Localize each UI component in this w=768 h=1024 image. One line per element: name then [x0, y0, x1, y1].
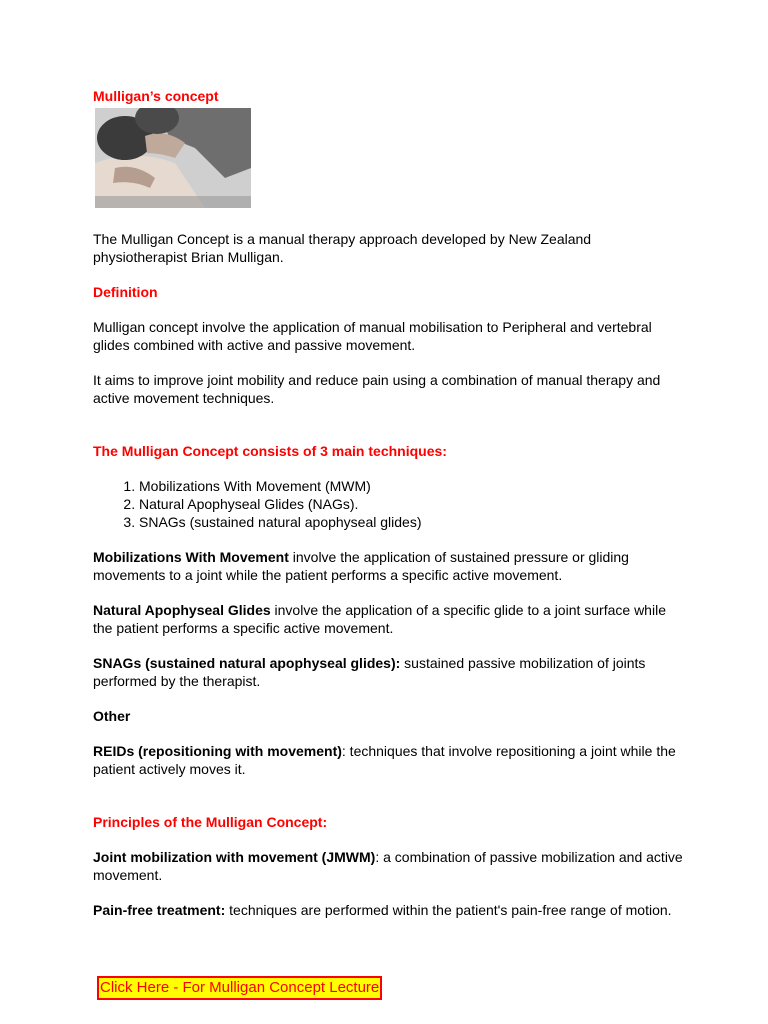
other-heading: Other	[93, 708, 131, 724]
snag-paragraph	[93, 654, 683, 690]
list-item: 3. SNAGs (sustained natural apophyseal glides)	[139, 513, 683, 531]
painfree-term: Pain-free treatment:	[93, 902, 226, 918]
reid-paragraph	[93, 742, 683, 778]
definition-paragraph-2: It aims to improve joint mobility and reduce pain using a combination of manual therapy and active movement techniques.	[93, 372, 661, 406]
jmwm-paragraph	[93, 848, 683, 884]
painfree-paragraph	[93, 901, 683, 919]
intro-paragraph: The Mulligan Concept is a manual therapy approach developed by New Zealand physiotherapist Brian Mulligan.	[93, 231, 592, 265]
list-item: 1. Mobilizations With Movement (MWM)	[139, 477, 683, 495]
nag-paragraph	[93, 601, 683, 637]
document-body	[93, 87, 683, 919]
techniques-heading: The Mulligan Concept consists of 3 main techniques:	[93, 443, 447, 459]
painfree-description: techniques are performed within the patient's pain-free range of motion.	[225, 902, 672, 918]
therapy-photo-illustration	[95, 108, 251, 208]
snag-description: sustained passive mobilization of joints performed by the therapist.	[93, 655, 646, 689]
jmwm-term: Joint mobilization with movement (JMWM)	[93, 849, 376, 865]
definition-heading: Definition	[93, 284, 158, 300]
list-item: 2. Natural Apophyseal Glides (NAGs).	[139, 495, 683, 513]
mwm-term: Mobilizations With Movement	[93, 549, 289, 565]
mwm-paragraph	[93, 548, 683, 584]
nag-term: Natural Apophyseal Glides	[93, 602, 271, 618]
reid-description: : techniques that involve repositioning a joint while the patient actively moves it.	[93, 743, 676, 777]
definition-paragraph-1: Mulligan concept involve the application of manual mobilisation to Peripheral and vertebral glides combined with active and passive movement.	[93, 319, 652, 353]
page-title: Mulligan’s concept	[93, 88, 219, 104]
snag-term: SNAGs (sustained natural apophyseal glides):	[93, 655, 401, 671]
principles-heading: Principles of the Mulligan Concept:	[93, 814, 328, 830]
mwm-description: involve the application of sustained pressure or gliding movements to a joint while the patient performs a specific active movement.	[93, 549, 629, 583]
nag-description: involve the application of a specific glide to a joint surface while the patient performs a specific active movement.	[93, 602, 666, 636]
reid-term: REIDs (repositioning with movement)	[93, 743, 342, 759]
techniques-list	[93, 477, 683, 531]
lecture-link[interactable]: Click Here - For Mulligan Concept Lecture	[97, 976, 382, 1000]
therapy-photo	[95, 108, 251, 208]
jmwm-description: : a combination of passive mobilization and active movement.	[93, 849, 683, 883]
